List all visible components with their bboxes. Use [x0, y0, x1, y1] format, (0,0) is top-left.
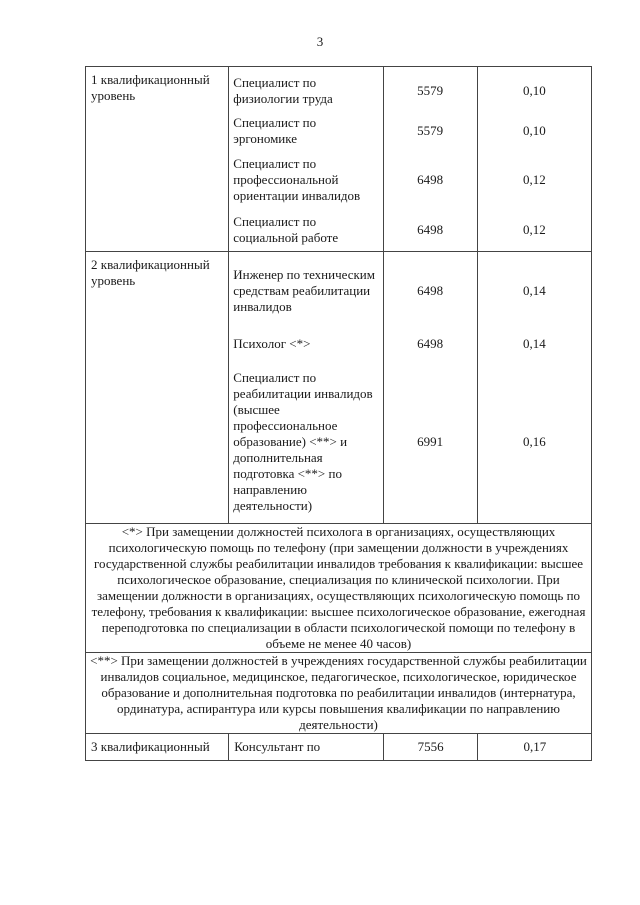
- coef-cell: [477, 734, 591, 761]
- salary-value: 5579: [417, 83, 444, 98]
- salary-value: 6498: [417, 222, 444, 237]
- coef-value: 0,14: [523, 283, 546, 298]
- position-label: Специалист по физиологии труда: [233, 75, 333, 106]
- salary-value: 6498: [417, 336, 444, 351]
- qualification-table: [85, 66, 592, 761]
- table-row-group-2: [86, 252, 592, 524]
- footnote-psychologist: <*> При замещении должностей психолога в организациях, осуществляющих психологическую помощь по телефону (при замещении должности в учреждениях государственной службы реабилитации инвалидов требования к квалификации: высшее психологическое образование, специализация по клинической психологии. При замещении должности в организациях, осуществляющих психологическую помощь по телефону, требования к квалификации: высшее психологическое образование, ежегодная переподготовка по специализации в области психологической помощи по телефону в объеме не менее 40 часов): [86, 524, 592, 653]
- coef-value: 0,10: [523, 83, 546, 98]
- position-cell: [229, 67, 383, 252]
- salary-value: 5579: [417, 123, 444, 138]
- position-label: Специалист по эргономике: [233, 115, 317, 146]
- position-label: Специалист по социальной работе: [233, 214, 339, 245]
- position-label: Консультант по: [234, 739, 321, 754]
- salary-cell: [383, 67, 477, 252]
- footnote-rehabilitation: <**> При замещении должностей в учреждениях государственной службы реабилитации инвалидов социальное, медицинское, педагогическое, психологическое, юридическое образование и дополнительная подготовка по реабилитации инвалидов (интернатура, ординатура, аспирантура или курсы повышения квалификации по направлению деятельности): [86, 653, 592, 734]
- salary-value: 7556: [417, 739, 444, 754]
- footnote-row: [86, 524, 592, 653]
- table-row-group-1: [86, 67, 592, 252]
- position-label: Специалист по реабилитации инвалидов (высшее профессиональное образование) <**> и дополнительная подготовка <**> по направлению деятельности): [233, 370, 373, 513]
- position-cell: [229, 252, 383, 524]
- salary-value: 6498: [417, 283, 444, 298]
- coef-value: 0,10: [523, 123, 546, 138]
- coef-value: 0,14: [523, 336, 546, 351]
- level-label: 3 квалификационный: [91, 739, 210, 754]
- level-label: 1 квалификационный уровень: [91, 72, 210, 103]
- coef-cell: [477, 67, 591, 252]
- coef-value: 0,16: [523, 434, 546, 449]
- salary-value: 6991: [417, 434, 444, 449]
- table-row-group-3: [86, 734, 592, 761]
- position-label: Специалист по профессиональной ориентации инвалидов: [233, 156, 361, 203]
- page-number: 3: [316, 34, 324, 49]
- position-label: Психолог <*>: [233, 336, 311, 351]
- coef-cell: [477, 252, 591, 524]
- coef-value: 0,12: [523, 222, 546, 237]
- level-label: 2 квалификационный уровень: [91, 257, 210, 288]
- position-label: Инженер по техническим средствам реабилитации инвалидов: [233, 267, 375, 314]
- coef-value: 0,17: [523, 739, 547, 754]
- position-cell: [229, 734, 383, 761]
- level-cell: [86, 67, 229, 252]
- salary-value: 6498: [417, 172, 444, 187]
- salary-cell: [383, 734, 477, 761]
- level-cell: [86, 734, 229, 761]
- level-cell: [86, 252, 229, 524]
- footnote-row: [86, 653, 592, 734]
- coef-value: 0,12: [523, 172, 546, 187]
- salary-cell: [383, 252, 477, 524]
